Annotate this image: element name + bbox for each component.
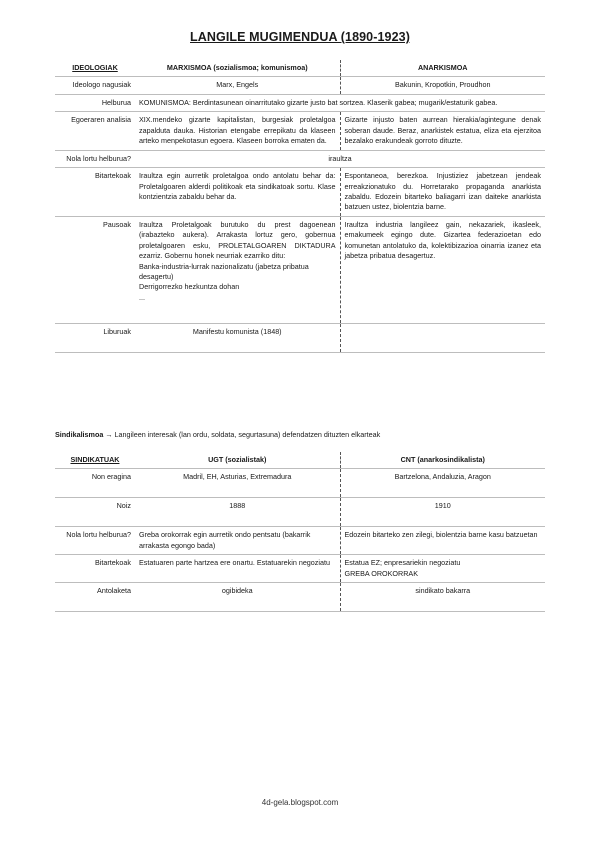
row-label: Bitartekoak	[55, 555, 135, 583]
row-label: Antolaketa	[55, 583, 135, 612]
cell-cnt	[340, 555, 545, 583]
row-label: Noiz	[55, 498, 135, 527]
header-anarkismoa: ANARKISMOA	[340, 60, 545, 77]
ideologies-header-row	[55, 60, 545, 77]
pausoak-line: ...	[139, 292, 145, 302]
unions-header-row	[55, 452, 545, 469]
pausoak-line: Iraultza Proletalgoak burutuko du prest dagoenean (irabazteko aukera). Arrakasta lortuz gero, gobernua proletalgoaren esku, PROLETALGOAREN DIKTADURA ezarriz. Gobernu honek neurriak ezarriko ditu:	[139, 219, 336, 261]
cell-ugt: Madril, EH, Asturias, Extremadura	[135, 469, 340, 498]
cell-anar: Espontaneoa, berezkoa. Injustiziez jabetzean jendeak erreakzionatuko du. Horretarako propaganda anarkista zabaldu. Edozein bitarteko baliagarri izan daiteke anarkista batzuen ustez, biolentzia barne.	[340, 168, 545, 217]
header-cnt: CNT (anarkosindikalista)	[340, 452, 545, 469]
pausoak-line: Banka-industria-lurrak nazionalizatu (jabetza pribatua desagertu)	[139, 261, 309, 281]
cell-ugt: Greba orokorrak egin aurretik ondo pentsatu (bakarrik arrakasta egongo bada)	[135, 527, 340, 555]
row-label: Nola lortu helburua?	[55, 150, 135, 167]
cell-cnt: sindikato bakarra	[340, 583, 545, 612]
row-label: Ideologo nagusiak	[55, 77, 135, 94]
cell-marx	[135, 216, 340, 323]
page-title: LANGILE MUGIMENDUA (1890-1923)	[190, 30, 410, 44]
unions-table	[55, 452, 545, 612]
row-bitartekoak	[55, 555, 545, 583]
row-bitartekoak	[55, 168, 545, 217]
row-label: Nola lortu helburua?	[55, 527, 135, 555]
cell-cnt: Bartzelona, Andaluzia, Aragon	[340, 469, 545, 498]
header-ugt: UGT (sozialistak)	[135, 452, 340, 469]
cell-anar	[340, 323, 545, 352]
row-noiz	[55, 498, 545, 527]
arrow-icon: →	[105, 430, 113, 439]
row-ideologoak	[55, 77, 545, 94]
sindikalismoa-term: Sindikalismoa	[55, 430, 104, 439]
row-nola	[55, 150, 545, 167]
cell-helburua: KOMUNISMOA: Berdintasunean oinarritutako gizarte justo bat sortzea. Klaserik gabea; mugarik/estaturik gabea.	[135, 94, 545, 111]
header-marxismoa: MARXISMOA (sozialismoa; komunismoa)	[135, 60, 340, 77]
cell-cnt: Edozein bitarteko zen zilegi, biolentzia barne kasu batzuetan	[340, 527, 545, 555]
row-egoera	[55, 112, 545, 150]
header-ideologiak: IDEOLOGIAK	[55, 60, 135, 77]
row-label: Non eragina	[55, 469, 135, 498]
cell-marx: Iraultza egin aurretik proletalgoa ondo antolatu behar da: Proletalgoaren alderdi politikoak eta sindikatoak sortu. Klase kontzientzia zabaldu behar da.	[135, 168, 340, 217]
row-helburua	[55, 94, 545, 111]
row-label: Pausoak	[55, 216, 135, 323]
cell-marx: Marx, Engels	[135, 77, 340, 94]
cell-ugt: Estatuaren parte hartzea ere onartu. Estatuarekin negoziatu	[135, 555, 340, 583]
cell-marx: XIX.mendeko gizarte kapitalistan, burgesiak proletalgoa zapalduta dauka. Historian etengabe errepikatu da klaseen arteko menpekotasun egoera. Klaseen borroka ematen da.	[135, 112, 340, 150]
cell-nola: iraultza	[135, 150, 545, 167]
pausoak-line: Derrigorrezko hezkuntza dohan	[139, 282, 240, 292]
row-pausoak	[55, 216, 545, 323]
row-non	[55, 469, 545, 498]
cell-anar: Gizarte injusto baten aurrean hierakia/agintegune denak soberan daude. Beraz, anarkistek estatua, eliza eta ejerzitoa bezalako erakundeak gorroto dituzte.	[340, 112, 545, 150]
sindikalismoa-definition	[55, 430, 545, 439]
row-liburuak	[55, 323, 545, 352]
cell-marx: Manifestu komunista (1848)	[135, 323, 340, 352]
cell-anar: Iraultza industria langileez gain, nekazariek, ikasleek, emakumeek egingo dute. Gizartea federazioetan edo komunetan antolatuko da, kolektibizazioa oinarria izanez eta jabetza pribatua desagertuz.	[340, 216, 545, 323]
cell-cnt: 1910	[340, 498, 545, 527]
cell-ugt: ogibideka	[135, 583, 340, 612]
ideologies-table	[55, 60, 545, 353]
cell-anar: Bakunin, Kropotkin, Proudhon	[340, 77, 545, 94]
cnt-line: GREBA OROKORRAK	[344, 568, 418, 578]
row-nola	[55, 527, 545, 555]
row-label: Liburuak	[55, 323, 135, 352]
cell-ugt: 1888	[135, 498, 340, 527]
row-antolaketa	[55, 583, 545, 612]
header-sindikatuak: SINDIKATUAK	[55, 452, 135, 469]
row-label: Helburua	[55, 94, 135, 111]
row-label: Egoeraren analisia	[55, 112, 135, 150]
sindikalismoa-text: Langileen interesak (lan ordu, soldata, segurtasuna) defendatzen dituzten elkarteak	[114, 430, 381, 439]
row-label: Bitartekoak	[55, 168, 135, 217]
footer-url: 4d-gela.blogspot.com	[261, 798, 339, 807]
cnt-line: Estatua EZ; enpresariekin negoziatu	[344, 558, 461, 568]
